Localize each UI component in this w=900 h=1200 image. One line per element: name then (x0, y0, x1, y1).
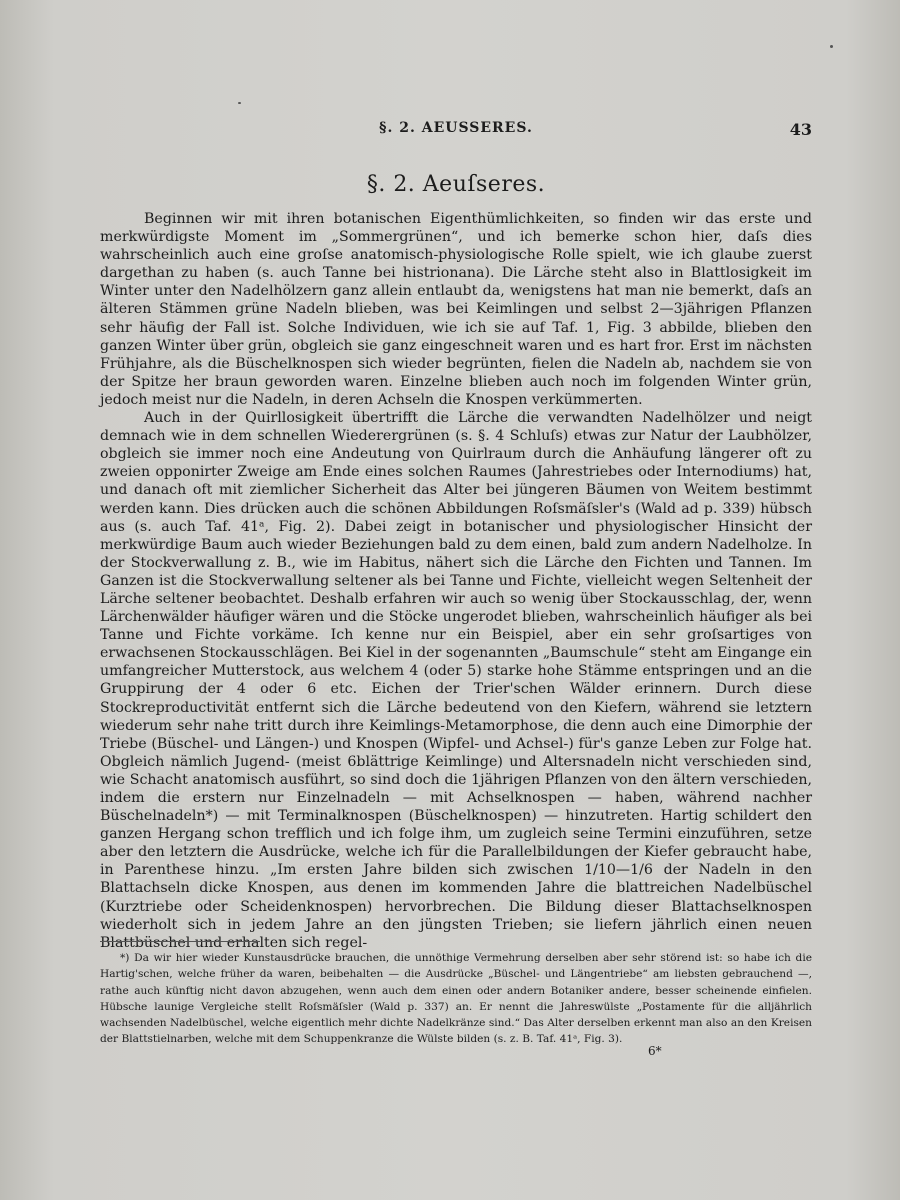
signature-mark: 6* (648, 1044, 662, 1058)
page-number: 43 (789, 120, 812, 139)
body-text (100, 210, 812, 952)
paragraph: Auch in der Quirllosigkeit übertrifft die Lärche die verwandten Nadelhölzer und neigt demnach wie in dem schnellen Wiederergrünen (s. §. 4 Schluſs) etwas zur Natur der Laubhölzer, obgleich sie immer noch eine Andeutung von Quirlraum durch die Anhäufung längerer oft zu zweien opponirter Zweige am Ende eines solchen Raumes (Jahrestriebes oder Internodiums) hat, und danach oft mit ziemlicher Sicherheit das Alter bei jüngeren Bäumen von Weitem bestimmt werden kann. Dies drücken auch die schönen Abbildungen Roſsmäſsler's (Wald ad p. 339) hübsch aus (s. auch Taf. 41ᵃ, Fig. 2). Dabei zeigt in botanischer und physiologischer Hinsicht der merkwürdige Baum auch wieder Beziehungen bald zu dem einen, bald zum andern Nadelholze. In der Stockverwallung z. B., wie im Habitus, nähert sich die Lärche den Fichten und Tannen. Im Ganzen ist die Stockverwallung seltener als bei Tanne und Fichte, vielleicht wegen Seltenheit der Lärche seltener beobachtet. Deshalb erfahren wir auch so wenig über Stockausschlag, der, wenn Lärchenwälder häufiger wären und die Stöcke ungerodet blieben, wahrscheinlich häufiger als bei Tanne und Fichte vorkäme. Ich kenne nur ein Beispiel, aber ein sehr groſsartiges von erwachsenen Stockausschlägen. Bei Kiel in der sogenannten „Baumschule“ steht am Eingange ein umfangreicher Mutterstock, aus welchem 4 (oder 5) starke hohe Stämme entspringen und an die Gruppirung der 4 oder 6 etc. Eichen der Trier'schen Wälder erinnern. Durch diese Stockreproductivität entfernt sich die Lärche bedeutend von den Kiefern, während sie letztern wiederum sehr nahe tritt durch ihre Keimlings-Metamorphose, die denn auch eine Dimorphie der Triebe (Büschel- und Längen-) und Knospen (Wipfel- und Achsel-) für's ganze Leben zur Folge hat. Obgleich nämlich Jugend- (meist 6blättrige Keimlinge) und Altersnadeln nicht verschieden sind, wie Schacht anatomisch ausführt, so sind doch die 1jährigen Pflanzen von den ältern verschieden, indem die erstern nur Einzelnadeln — mit Achselknospen — haben, während nachher Büschelnadeln*) — mit Terminalknospen (Büschelknospen) — hinzutreten. Hartig schildert den ganzen Hergang schon trefflich und ich folge ihm, um zugleich seine Termini einzuführen, setze aber den letztern die Ausdrücke, welche ich für die Parallelbildungen der Kiefer gebraucht habe, in Parenthese hinzu. „Im ersten Jahre bilden sich zwischen 1/10—1/6 der Nadeln in den Blattachseln dicke Knospen, aus denen im kommenden Jahre die blattreichen Nadelbüschel (Kurztriebe oder Scheidenknospen) hervorbrechen. Die Bildung dieser Blattachselknospen wiederholt sich in jedem Jahre an den jüngsten Trieben; sie liefern jährlich einen neuen Blattbüschel und erhalten sich regel- (100, 410, 812, 951)
section-title: §. 2. Aeuſseres. (366, 172, 546, 197)
footnote-rule (100, 941, 260, 942)
paragraph: Beginnen wir mit ihren botanischen Eigenthümlichkeiten, so finden wir das erste und merkwürdigste Moment im „Sommergrünen“, und ich bemerke schon hier, daſs dies wahrscheinlich auch eine groſse anatomisch-physiologische Rolle spielt, wie ich glaube zuerst dargethan zu haben (s. auch Tanne bei histrionana). Die Lärche steht also in Blattlosigkeit im Winter unter den Nadelhölzern ganz allein entlaubt da, wenigstens hat man nie bemerkt, daſs an älteren Stämmen grüne Nadeln blieben, was bei Keimlingen und selbst 2—3jährigen Pflanzen sehr häufig der Fall ist. Solche Individuen, wie ich sie auf Taf. 1, Fig. 3 abbilde, blieben den ganzen Winter über grün, obgleich sie ganz eingeschneit waren und es hart fror. Erst im nächsten Frühjahre, als die Büschelknospen sich wieder begrünten, fielen die Nadeln ab, nachdem sie von der Spitze her braun geworden waren. Einzelne blieben auch noch im folgenden Winter grün, jedoch meist nur die Nadeln, in deren Achseln die Knospen verkümmerten. (100, 211, 812, 408)
footnotes (100, 950, 812, 1048)
footnote: *) Da wir hier wieder Kunstausdrücke brauchen, die unnöthige Vermehrung derselben aber sehr störend ist: so habe ich die Hartig'schen, welche früher da waren, beibehalten — die Ausdrücke „Büschel- und Längentriebe“ am liebsten gebrauchend —, rathe auch künftig nicht davon abzugehen, wenn auch dem einen oder andern Botaniker andere, besser scheinende einfielen. Hübsche launige Vergleiche stellt Roſsmäſsler (Wald p. 337) an. Er nennt die Jahreswülste „Postamente für die alljährlich wachsenden Nadelbüschel, welche eigentlich mehr dichte Nadelkränze sind.“ Das Alter derselben erkennt man also an den Kreisen der Blattstielnarben, welche mit dem Schuppenkranze die Wülste bilden (s. z. B. Taf. 41ᵃ, Fig. 3). (100, 952, 812, 1046)
running-title: §. 2. AEUSSERES. (379, 120, 533, 136)
running-head (100, 120, 812, 140)
